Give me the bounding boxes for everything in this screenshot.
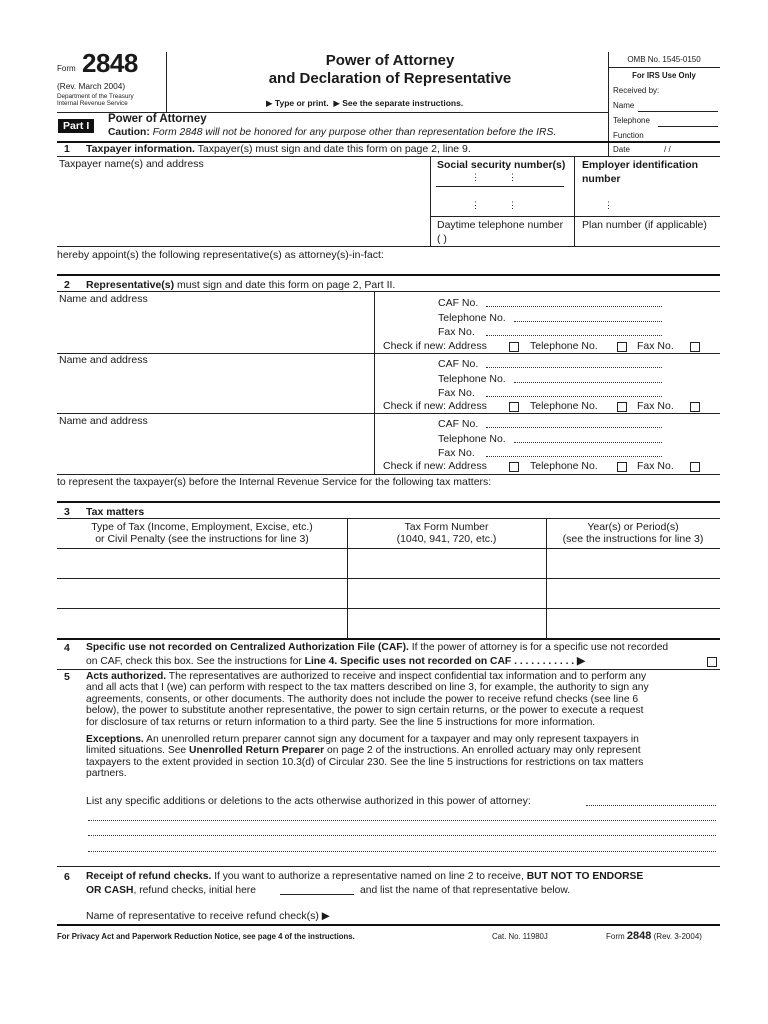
telephone-checkbox[interactable] (617, 402, 627, 412)
caf-input[interactable] (486, 367, 662, 368)
additions-input[interactable] (586, 805, 716, 806)
tax-matters-row[interactable] (57, 549, 720, 578)
telephone-input[interactable] (514, 321, 662, 322)
year-period-header-line2: (see the instructions for line 3) (562, 533, 704, 545)
tax-form-header-line2: (1040, 941, 720, etc.) (396, 533, 497, 545)
line6-text-line2: OR CASH, refund checks, initial here (86, 885, 256, 896)
catalog-number: Cat. No. 11980J (492, 932, 548, 941)
ein-label-line2: number (582, 173, 621, 185)
line2-number: 2 (64, 279, 70, 291)
ssn-field[interactable]: ⋮ ⋮ (436, 172, 566, 188)
agency: Internal Revenue Service (57, 100, 128, 107)
line5-text: Acts authorized. The representatives are authorized to receive and inspect confidential tax information and to perform any and all acts that I (we) can perform with respect to the tax matters described on line 3, for example, the authority to sign any agreements, consents, or other documents. The authority does not include the power to receive refund checks (see line 6 below), the power to substitute another representative, the power to sign certain returns, or the power to execute a request for disclosure of tax returns or return information to a third party. See the line 5 instructions for more information. (86, 671, 649, 728)
telephone-label: Telephone No. (438, 433, 506, 445)
address-checkbox[interactable] (509, 342, 519, 352)
fax-input[interactable] (486, 456, 662, 457)
leader-arrow-icon: . . . . . . . . . . . ▶ (514, 656, 585, 667)
arrow-right-icon: ▶ (266, 98, 273, 108)
check-if-new-label: Check if new: Address (383, 340, 487, 352)
tax-form-header: Tax Form Number (404, 521, 489, 533)
received-by-label: Received by: (613, 86, 660, 95)
check-if-new-label: Check if new: Address (383, 460, 487, 472)
taxpayer-name-address-label: Taxpayer name(s) and address (59, 158, 204, 170)
telephone-checkbox[interactable] (617, 342, 627, 352)
line4-text: Specific use not recorded on Centralized Authorization File (CAF). If the power of attorney is for a specific use not recorded (86, 642, 669, 653)
telephone-input[interactable] (514, 442, 662, 443)
irs-function-label: Function (613, 131, 644, 140)
tax-matters-row[interactable] (57, 609, 720, 638)
form-title: Power of Attorney (325, 52, 455, 69)
line1-number: 1 (64, 143, 70, 155)
fax-checkbox[interactable] (690, 342, 700, 352)
footer-form-id: Form 2848 (Rev. 3-2004) (606, 930, 702, 942)
check-fax-label: Fax No. (637, 400, 674, 412)
fax-label: Fax No. (438, 326, 475, 338)
daytime-phone-label: Daytime telephone number (437, 219, 564, 231)
irs-use-only: For IRS Use Only (632, 71, 696, 80)
fax-input[interactable] (486, 335, 662, 336)
ein-field[interactable]: ⋮ (604, 200, 613, 210)
line4-checkbox[interactable] (707, 657, 717, 667)
caf-label: CAF No. (438, 418, 479, 430)
caf-label: CAF No. (438, 297, 479, 309)
caf-label: CAF No. (438, 358, 479, 370)
line2-heading: Representative(s) must sign and date this form on page 2, Part II. (86, 279, 396, 291)
check-if-new-label: Check if new: Address (383, 400, 487, 412)
address-checkbox[interactable] (509, 402, 519, 412)
irs-telephone-label: Telephone (613, 116, 650, 125)
privacy-notice: For Privacy Act and Paperwork Reduction Notice, see page 4 of the instructions. (57, 932, 355, 941)
line4-text-line2: on CAF, check this box. See the instructions for Line 4. Specific uses not recorded on CAF . . . . . . . . . . . ▶ (86, 656, 585, 667)
caf-input[interactable] (486, 427, 662, 428)
fax-label: Fax No. (438, 387, 475, 399)
check-telephone-label: Telephone No. (530, 460, 598, 472)
ssn-field-2[interactable]: ⋮ ⋮ (471, 200, 517, 210)
check-fax-label: Fax No. (637, 460, 674, 472)
irs-date-slashes: / / (664, 145, 671, 154)
check-fax-label: Fax No. (637, 340, 674, 352)
tax-type-header: Type of Tax (Income, Employment, Excise, etc.) (91, 521, 313, 533)
line4-number: 4 (64, 642, 70, 654)
ein-label: Employer identification (582, 159, 699, 171)
line6-text: Receipt of refund checks. If you want to authorize a representative named on line 2 to receive, BUT NOT TO ENDORSE (86, 871, 644, 882)
irs-name-label: Name (613, 101, 635, 110)
appoint-text: hereby appoint(s) the following representative(s) as attorney(s)-in-fact: (57, 249, 384, 261)
ssn-label: Social security number(s) (437, 159, 566, 171)
address-checkbox[interactable] (509, 462, 519, 472)
rep-name-address-label: Name and address (59, 293, 148, 305)
irs-date-label: Date (613, 145, 630, 154)
additions-input-line[interactable] (88, 851, 716, 852)
daytime-phone-field[interactable]: ( ) (437, 233, 447, 245)
line1-heading: Taxpayer information. Taxpayer(s) must sign and date this form on page 2, line 9. (86, 143, 471, 155)
refund-rep-name-input[interactable] (360, 906, 718, 922)
year-period-header: Year(s) or Period(s) (587, 521, 679, 533)
check-telephone-label: Telephone No. (530, 340, 598, 352)
form-label: Form (57, 64, 76, 73)
tax-type-header-line2: or Civil Penalty (see the instructions for line 3) (95, 533, 309, 545)
telephone-label: Telephone No. (438, 312, 506, 324)
part1-title: Power of Attorney (108, 113, 207, 125)
department: Department of the Treasury (57, 93, 134, 100)
arrow-right-icon: ▶ (330, 98, 340, 108)
represent-text: to represent the taxpayer(s) before the Internal Revenue Service for the following tax matters: (57, 476, 492, 488)
refund-rep-name-label: Name of representative to receive refund check(s) ▶ (86, 910, 330, 922)
fax-label: Fax No. (438, 447, 475, 459)
form-number: 2848 (82, 48, 138, 78)
tax-matters-row[interactable] (57, 579, 720, 608)
additions-input-line[interactable] (88, 820, 716, 821)
fax-checkbox[interactable] (690, 402, 700, 412)
check-telephone-label: Telephone No. (530, 400, 598, 412)
initial-here-input[interactable] (280, 894, 354, 895)
omb-number: OMB No. 1545-0150 (627, 55, 701, 64)
telephone-input[interactable] (514, 382, 662, 383)
line5-exceptions: Exceptions. An unenrolled return preparer cannot sign any document for a taxpayer and may only represent taxpayers in limited situations. See Unenrolled Return Preparer on page 2 of the instructions. An enrolled actuary may only represent taxpayers to the extent provided in section 10.3(d) of Circular 230. See the line 5 instructions for restrictions on tax matters partners. (86, 734, 644, 780)
fax-input[interactable] (486, 396, 662, 397)
line3-number: 3 (64, 506, 70, 518)
line5-number: 5 (64, 671, 70, 683)
telephone-label: Telephone No. (438, 373, 506, 385)
line5-list-label: List any specific additions or deletions to the acts otherwise authorized in this power of attorney: (86, 795, 531, 807)
rep-name-address-label: Name and address (59, 415, 148, 427)
line3-heading: Tax matters (86, 506, 145, 518)
line6-text-line2-end: and list the name of that representative below. (360, 885, 571, 896)
rep-name-address-label: Name and address (59, 354, 148, 366)
part1-caution: Caution: Form 2848 will not be honored for any purpose other than representation before the IRS. (108, 127, 557, 138)
additions-input-line[interactable] (88, 835, 716, 836)
fax-checkbox[interactable] (690, 462, 700, 472)
plan-number-label: Plan number (if applicable) (582, 219, 707, 231)
line6-number: 6 (64, 871, 70, 883)
telephone-checkbox[interactable] (617, 462, 627, 472)
print-instructions: ▶ Type or print. ▶ See the separate instructions. (266, 98, 464, 108)
part1-badge: Part I (58, 119, 94, 133)
revision-date: (Rev. March 2004) (57, 81, 126, 91)
form-title-line2: and Declaration of Representative (268, 70, 512, 87)
caf-input[interactable] (486, 306, 662, 307)
